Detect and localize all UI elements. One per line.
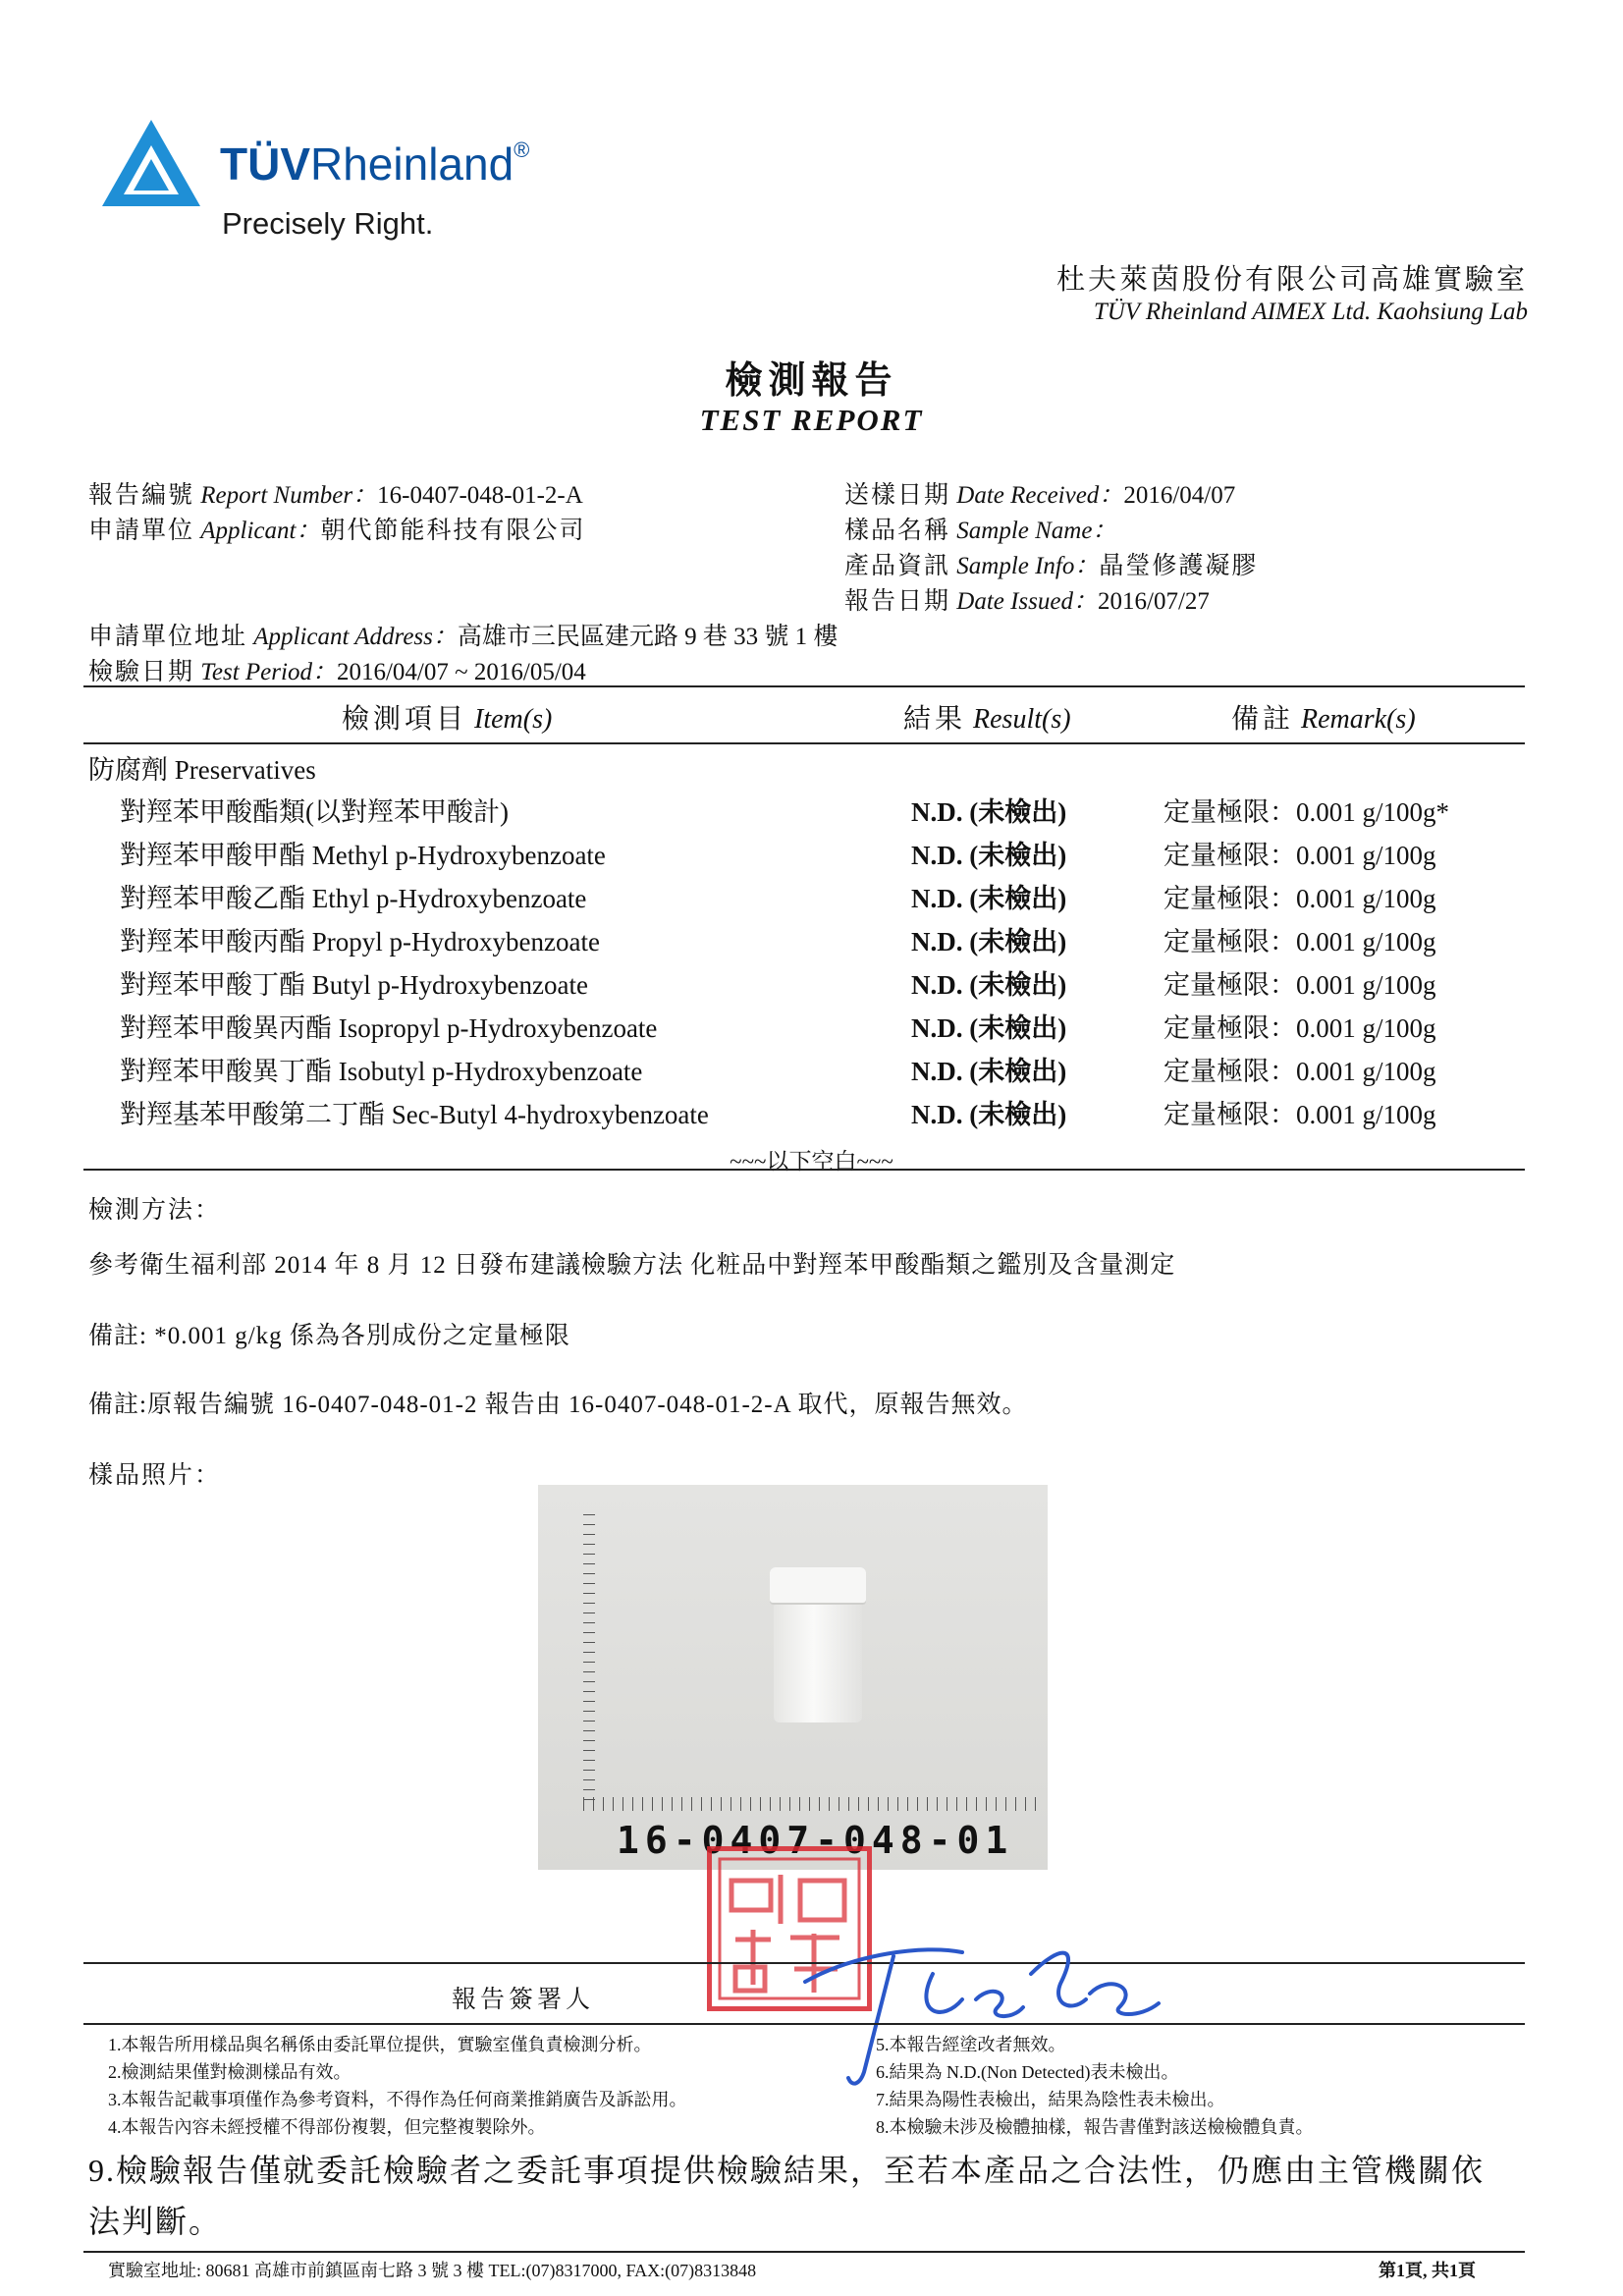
row-result: N.D. (未檢出) [911,841,1067,870]
row-item: 對羥苯甲酸酯類(以對羥苯甲酸計) [120,797,509,827]
table-row [0,1093,1623,1132]
footer-rule [83,2251,1525,2253]
row-remark: 定量極限：0.001 g/100g [1163,841,1436,870]
note-2: 備註:原報告編號 16-0407-048-01-2 報告由 16-0407-048-01-2-A 取代，原報告無效。 [88,1392,1028,1418]
row-remark: 定量極限：0.001 g/100g [1163,1013,1436,1043]
footer-address: 實驗室地址: 80681 高雄市前鎮區南七路 3 號 3 樓 TEL:(07)8317000, FAX:(07)8313848 [108,2261,757,2280]
signatory-label: 報告簽署人 [452,1987,595,2013]
method-text: 參考衛生福利部 2014 年 8 月 12 日發布建議檢驗方法 化粧品中對羥苯甲酸酯類之鑑別及含量測定 [88,1252,1176,1279]
row-item: 對羥苯甲酸丙酯 Propyl p-Hydroxybenzoate [120,927,600,957]
photo-label: 樣品照片： [88,1462,222,1489]
sample-jar [770,1567,866,1722]
row-remark: 定量極限：0.001 g/100g [1163,884,1436,913]
row-item: 對羥基苯甲酸第二丁酯 Sec-Butyl 4-hydroxybenzoate [120,1100,709,1129]
row-item: 對羥苯甲酸異丁酯 Isobutyl p-Hydroxybenzoate [120,1057,643,1086]
header-item: 檢測項目 Item(s) [342,704,553,735]
header-remark: 備註 Remark(s) [1231,704,1416,735]
footnote-7: 7.結果為陽性表檢出，結果為陰性表未檢出。 [876,2090,1225,2109]
table-row [0,1050,1623,1089]
footnote-4: 4.本報告內容未經授權不得部份複製，但完整複製除外。 [108,2117,546,2137]
row-result: N.D. (未檢出) [911,884,1067,913]
row-remark: 定量極限：0.001 g/100g [1163,1057,1436,1086]
ruler-vertical [583,1514,595,1809]
lab-name-en: TÜV Rheinland AIMEX Ltd. Kaohsiung Lab [1093,299,1528,325]
sample-code-label: 16-0407-048-01 [617,1819,1014,1862]
row-result: N.D. (未檢出) [911,1100,1067,1129]
footnote-9: 9.檢驗報告僅就委託檢驗者之委託事項提供檢驗結果，至若本產品之合法性，仍應由主管機關依法判斷。 [88,2153,1486,2239]
table-row [0,1007,1623,1046]
table-top-rule [83,685,1525,687]
ruler-horizontal [583,1797,1045,1811]
brand-rheinland: Rheinland [310,138,514,190]
title-zh: 檢測報告 [725,360,898,402]
row-remark: 定量極限：0.001 g/100g [1163,927,1436,957]
lab-name-zh: 杜夫萊茵股份有限公司高雄實驗室 [1055,264,1528,296]
test-period: 檢驗日期 Test Period：2016/04/07 ~ 2016/05/04 [88,659,586,685]
footnote-1: 1.本報告所用樣品與名稱係由委託單位提供，實驗室僅負責檢測分析。 [108,2035,652,2054]
tuv-triangle-icon [98,116,204,210]
title-en: TEST REPORT [699,403,924,437]
row-item: 對羥苯甲酸甲酯 Methyl p-Hydroxybenzoate [120,841,606,870]
footnote-8: 8.本檢驗未涉及檢體抽樣，報告書僅對該送檢檢體負責。 [876,2117,1314,2137]
footnote-3: 3.本報告記載事項僅作為參考資料，不得作為任何商業推銷廣告及訴訟用。 [108,2090,687,2109]
sample-photo [538,1485,1048,1870]
table-header-rule [83,742,1525,744]
brand-tuv: TÜV [220,138,310,190]
row-result: N.D. (未檢出) [911,1013,1067,1043]
row-result: N.D. (未檢出) [911,970,1067,1000]
date-received: 送樣日期 Date Received：2016/04/07 [844,482,1236,509]
row-remark: 定量極限：0.001 g/100g* [1163,797,1450,827]
table-bottom-rule [83,1169,1525,1171]
row-item: 對羥苯甲酸乙酯 Ethyl p-Hydroxybenzoate [120,884,587,913]
table-row [0,834,1623,873]
row-remark: 定量極限：0.001 g/100g [1163,1100,1436,1129]
applicant: 申請單位 Applicant：朝代節能科技有限公司 [88,518,586,544]
footnote-2: 2.檢測結果僅對檢測樣品有效。 [108,2062,352,2082]
row-remark: 定量極限：0.001 g/100g [1163,970,1436,1000]
footnote-5: 5.本報告經塗改者無效。 [876,2035,1066,2054]
table-row [0,791,1623,830]
row-result: N.D. (未檢出) [911,797,1067,827]
table-row [0,963,1623,1003]
brand-logo [98,114,628,251]
row-item: 對羥苯甲酸異丙酯 Isopropyl p-Hydroxybenzoate [120,1013,658,1043]
method-label: 檢測方法： [88,1197,222,1224]
end-of-table-mark: ~~~以下空白~~~ [730,1149,893,1174]
row-result: N.D. (未檢出) [911,1057,1067,1086]
note-1: 備註: *0.001 g/kg 係為各別成份之定量極限 [88,1323,570,1349]
row-result: N.D. (未檢出) [911,927,1067,957]
sample-info: 產品資訊 Sample Info：晶瑩修護凝膠 [844,553,1259,579]
report-number: 報告編號 Report Number：16-0407-048-01-2-A [88,482,583,509]
table-row [0,920,1623,959]
group-preservatives: 防腐劑 Preservatives [88,755,316,785]
footnote-6: 6.結果為 N.D.(Non Detected)表未檢出。 [876,2062,1179,2082]
table-row [0,877,1623,916]
sample-name: 樣品名稱 Sample Name： [844,518,1117,544]
signature-bottom-rule [83,2023,1525,2025]
page-number: 第1頁, 共1頁 [1379,2261,1476,2280]
header-result: 結果 Result(s) [903,704,1071,735]
row-item: 對羥苯甲酸丁酯 Butyl p-Hydroxybenzoate [120,970,588,1000]
date-issued: 報告日期 Date Issued：2016/07/27 [844,588,1210,615]
applicant-address: 申請單位地址 Applicant Address：高雄市三民區建元路 9 巷 33 號 1 樓 [88,624,839,650]
registered-mark: ® [514,137,530,162]
brand-tagline: Precisely Right. [222,206,434,241]
